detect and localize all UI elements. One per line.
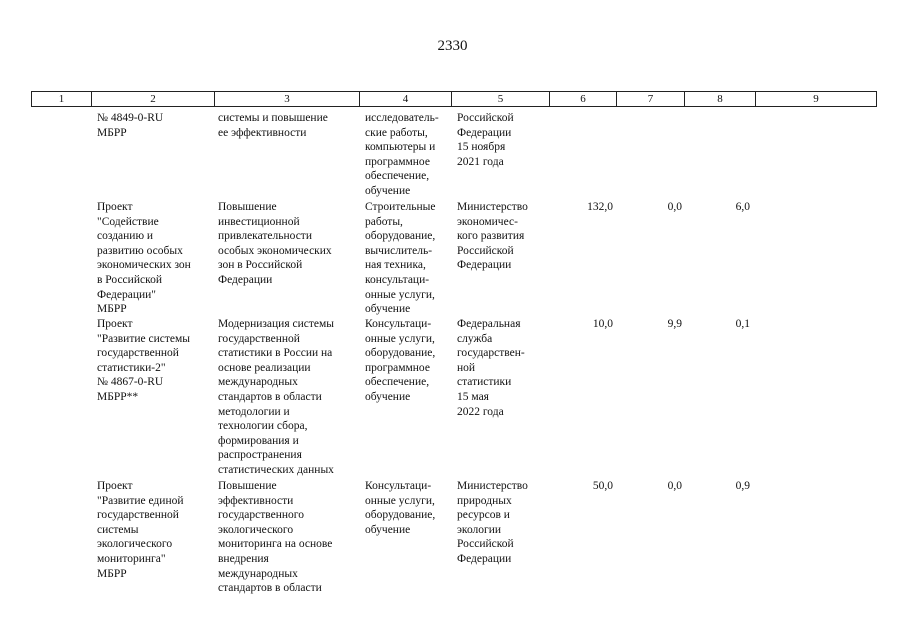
goal-cell: Повышение инвестиционной привлекательности особых экономических зон в Российской Федерации: [218, 201, 332, 286]
value-col7: 9,9: [667, 318, 682, 330]
project-cell: Проект "Развитие единой государственной системы экологического мониторинга" МБРР: [97, 480, 184, 580]
works-cell: Консультаци- онные услуги, оборудование, программное обеспечение, обучение: [365, 318, 436, 403]
column-header-7: 7: [616, 92, 684, 106]
agency-cell: Федеральная служба государствен- ной статистики 15 мая 2022 года: [457, 318, 525, 418]
value-col8: 0,9: [735, 480, 750, 492]
project-cell: Проект "Развитие системы государственной статистики-2" № 4867-0-RU МБРР**: [97, 318, 190, 403]
value-col7: 0,0: [667, 480, 682, 492]
column-header-4: 4: [359, 92, 451, 106]
works-cell: Консультаци- онные услуги, оборудование, обучение: [365, 480, 436, 536]
value-col6: 10,0: [592, 318, 613, 330]
value-col7: 0,0: [667, 201, 682, 213]
value-col6: 50,0: [592, 480, 613, 492]
column-header-3: 3: [214, 92, 359, 106]
agency-cell: Министерство экономичес- кого развития Российской Федерации: [457, 201, 528, 272]
column-header-6: 6: [549, 92, 616, 106]
page-number: 2330: [437, 38, 468, 54]
column-header-1: 1: [31, 92, 91, 106]
project-cell: Проект "Содействие созданию и развитию особых экономических зон в Российской Федерации" МБРР: [97, 201, 191, 316]
works-cell: исследователь- ские работы, компьютеры и программное обеспечение, обучение: [365, 112, 439, 197]
value-col6: 132,0: [587, 201, 613, 213]
table-header-row: [31, 91, 877, 107]
agency-cell: Российской Федерации 15 ноября 2021 года: [457, 112, 514, 168]
agency-cell: Министерство природных ресурсов и экологии Российской Федерации: [457, 480, 528, 565]
project-cell: № 4849-0-RU МБРР: [97, 112, 164, 139]
goal-cell: Повышение эффективности государственного экологического мониторинга на основе внедрения международных стандартов в области: [218, 480, 333, 595]
goal-cell: системы и повышение ее эффективности: [218, 112, 328, 139]
value-col8: 0,1: [735, 318, 750, 330]
works-cell: Строительные работы, оборудование, вычислитель- ная техника, консультаци- онные услуги, обучение: [365, 201, 436, 316]
value-col8: 6,0: [735, 201, 750, 213]
column-header-9: 9: [755, 92, 877, 106]
column-header-2: 2: [91, 92, 214, 106]
goal-cell: Модернизация системы государственной статистики в России на основе реализации международных стандартов в области методологии и технологии сбора, формирования и распространения статистических данных: [218, 318, 334, 476]
column-header-5: 5: [451, 92, 549, 106]
column-header-8: 8: [684, 92, 755, 106]
